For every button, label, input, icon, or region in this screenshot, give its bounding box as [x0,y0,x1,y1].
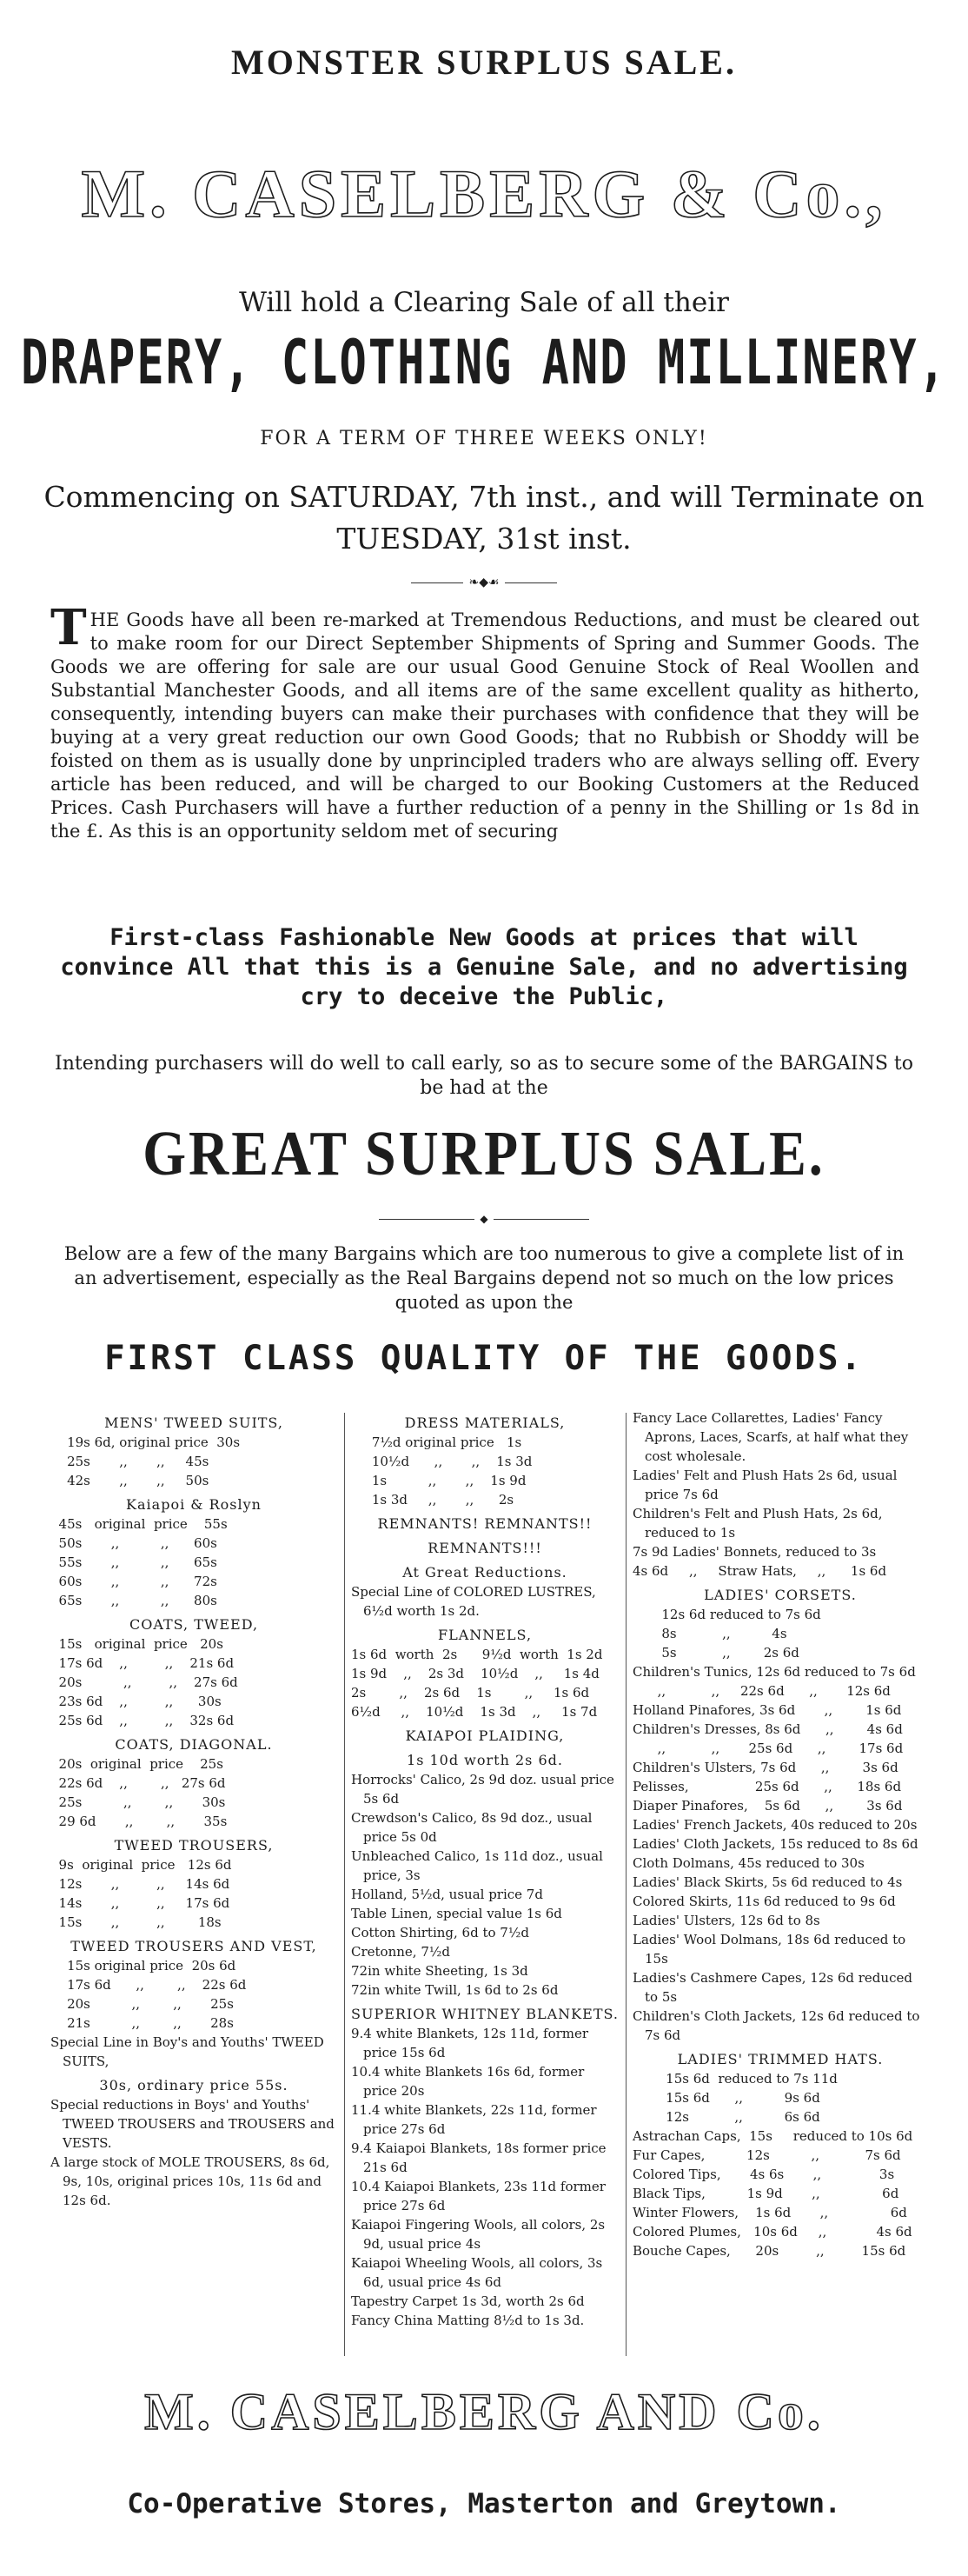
listing-heading: LADIES' CORSETS. [704,1587,857,1603]
listing-line: Ladies's Cashmere Capes, 12s 6d reduced to 5s [633,1970,912,2005]
listing-line: Cotton Shirting, 6d to 7½d [351,1925,529,1940]
listing-line: 20s ,, ,, 27s 6d [50,1674,238,1690]
listing-heading: SUPERIOR WHITNEY BLANKETS. [351,2006,619,2022]
listing-line: 9.4 white Blankets, 12s 11d, former price 15s 6d [351,2026,589,2060]
listing-line: 15s 6d reduced to 7s 11d [633,2071,838,2087]
listing-line: 8s ,, 4s [633,1626,787,1641]
listing-heading: 30s, ordinary price 55s. [99,2077,288,2093]
listing-line: Winter Flowers, 1s 6d ,, 6d [633,2205,907,2220]
listing-line: Tapestry Carpet 1s 3d, worth 2s 6d [351,2293,585,2309]
listing-line: 12s 6d reduced to 7s 6d [633,1607,821,1622]
will-hold-line: Will hold a Clearing Sale of all their [239,287,729,318]
listing-heading: KAIAPOI PLAIDING, [405,1727,565,1744]
listing-line: Children's Ulsters, 7s 6d ,, 3s 6d [633,1760,898,1775]
listing-line: 9s original price 12s 6d [50,1857,232,1873]
listing-line: 10.4 Kaiapoi Blankets, 23s 11d former price 27s 6d [351,2179,606,2213]
listing-line: 15s ,, ,, 18s [50,1914,222,1930]
listing-line: Ladies' Black Skirts, 5s 6d reduced to 4s [633,1874,903,1890]
listing-line: 19s 6d, original price 30s [50,1434,241,1450]
listing-line: 45s original price 55s [50,1516,228,1532]
listing-line: Fur Capes, 12s ,, 7s 6d [633,2147,901,2163]
listing-line: Fancy China Matting 8½d to 1s 3d. [351,2313,585,2328]
listing-line: Holland Pinafores, 3s 6d ,, 1s 6d [633,1702,902,1718]
listing-line: Diaper Pinafores, 5s 6d ,, 3s 6d [633,1798,903,1814]
intro-paragraph: THE Goods have all been re-marked at Tremendous Reductions, and must be cleared out to make room for our Direct September Shipments of Spring and Summer Goods. The Goods we are offering for sale are our usual Good Genuine Stock of Real Woollen and Substantial Manchester Goods, and all items are of the same excellent quality as hitherto, consequently, intending buyers can make their purchases with confidence that they will be buying at a very great reduction our own Good Goods; that no Rubbish or Shoddy will be foisted on them as is usually done by unprincipled traders who are always selling off. Every article has been reduced, and will be charged to our Booking Customers at the Reduced Prices. Cash Purchasers will have a further reduction of a penny in the Shilling or 1s 8d in the £. As this is an opportunity seldom met of securing [50,599,919,842]
listing-line: 6½d ,, 10½d 1s 3d ,, 1s 7d [351,1704,598,1720]
listing-line: 17s 6d ,, ,, 21s 6d [50,1655,235,1671]
listing-line: 14s ,, ,, 17s 6d [50,1895,230,1911]
listing-line: 11.4 white Blankets, 22s 11d, former price 27s 6d [351,2102,597,2137]
term-line: FOR A TERM OF THREE WEEKS ONLY! [260,428,708,449]
listing-line: 20s original price 25s [50,1756,223,1772]
column-mens-clothing [50,1408,337,2210]
listing-heading: FLANNELS, [437,1627,533,1643]
listing-line: Black Tips, 1s 9d ,, 6d [633,2186,899,2201]
listing-line: Unbleached Calico, 1s 11d doz., usual price, 3s [351,1848,603,1883]
column-divider-1 [344,1413,345,2356]
listing-line: Bouche Capes, 20s ,, 15s 6d [633,2243,906,2259]
below-paragraph: Below are a few of the many Bargains which are too numerous to give a complete list of in an advertisement, especially as the Real Bargains depend not so much on the low prices quoted as upon the [63,1243,905,1313]
footer-stores: Co-Operative Stores, Masterton and Greytown. [127,2488,841,2519]
listing-line: Children's Tunics, 12s 6d reduced to 7s 6d [633,1664,916,1680]
listing-heading: REMNANTS!!! [428,1540,542,1556]
listing-line: Astrachan Caps, 15s reduced to 10s 6d [633,2128,913,2144]
listing-line: 22s 6d ,, ,, 27s 6d [50,1775,226,1791]
ornament-divider: ❧◆☙ [0,576,968,589]
listing-line: 25s ,, ,, 45s [50,1454,209,1469]
great-sale-heading: GREAT SURPLUS SALE. [143,1117,825,1189]
listing-line: 7½d original price 1s [351,1434,522,1450]
listing-line: Colored Skirts, 11s 6d reduced to 9s 6d [633,1894,896,1909]
listing-heading: REMNANTS! REMNANTS!! [377,1515,593,1532]
listing-line: 12s ,, ,, 14s 6d [50,1876,230,1892]
dates-line: Commencing on SATURDAY, 7th inst., and will Terminate on TUESDAY, 31st inst. [43,480,925,556]
call-early-line: Intending purchasers will do well to call early, so as to secure some of the BARGAINS to be had at the [55,1053,913,1099]
listing-line: Table Linen, special value 1s 6d [351,1906,562,1921]
listing-line: ,, ,, 25s 6d ,, 17s 6d [633,1741,904,1756]
column-divider-2 [626,1413,627,2356]
listing-line: 72in white Twill, 1s 6d to 2s 6d [351,1982,559,1998]
listing-heading: 1s 10d worth 2s 6d. [407,1752,563,1768]
goods-line: DRAPERY, CLOTHING AND MILLINERY, [21,328,947,399]
listing-line: A large stock of MOLE TROUSERS, 8s 6d, 9s, 10s, original prices 10s, 11s 6d and 12s 6d. [50,2154,330,2208]
listing-line: 23s 6d ,, ,, 30s [50,1694,222,1709]
listing-heading: MENS' TWEED SUITS, [104,1414,283,1431]
listing-line: Ladies' Wool Dolmans, 18s 6d reduced to 15s [633,1932,906,1967]
listing-line: Children's Felt and Plush Hats, 2s 6d, reduced to 1s [633,1506,883,1541]
listing-line: 72in white Sheeting, 1s 3d [351,1963,528,1979]
listing-line: 1s ,, ,, 1s 9d [351,1473,527,1488]
listing-line: 21s ,, ,, 28s [50,2015,234,2031]
quality-banner: FIRST CLASS QUALITY OF THE GOODS. [104,1339,864,1378]
bold-claim: First-class Fashionable New Goods at prices that will convince All that this is a Genuine Sale, and no advertising cry to deceive the Public, [60,924,908,1010]
listing-line: 29 6d ,, ,, 35s [50,1814,228,1829]
listing-line: 20s ,, ,, 25s [50,1996,234,2012]
listing-heading: COATS, DIAGONAL. [115,1736,273,1753]
listing-line: Colored Tips, 4s 6s ,, 3s [633,2167,895,2182]
listing-line: 15s 6d ,, 9s 6d [633,2090,820,2106]
listing-line: 12s ,, 6s 6d [633,2109,820,2125]
listing-line: 5s ,, 2s 6d [633,1645,799,1661]
listing-line: Fancy Lace Collarettes, Ladies' Fancy Aprons, Laces, Scarfs, at half what they cost wholesale. [633,1410,909,1464]
ornament-divider-2: ◆ [0,1213,968,1225]
listing-heading: At Great Reductions. [402,1564,567,1581]
listing-line: 2s ,, 2s 6d 1s ,, 1s 6d [351,1685,590,1701]
listing-line: ,, ,, 22s 6d ,, 12s 6d [633,1683,891,1699]
listing-line: Special Line in Boy's and Youths' TWEED SUITS, [50,2034,324,2069]
listing-line: 1s 6d worth 2s 9½d worth 1s 2d [351,1647,603,1662]
listing-line: Children's Dresses, 8s 6d ,, 4s 6d [633,1721,903,1737]
listing-line: 15s original price 20s 6d [50,1958,236,1974]
listing-line: 25s 6d ,, ,, 32s 6d [50,1713,235,1728]
listing-line: Kaiapoi Fingering Wools, all colors, 2s 9d, usual price 4s [351,2217,606,2252]
listing-line: Cretonne, 7½d [351,1944,451,1960]
footer-company: M. CASELBERG AND Co. [144,2383,824,2440]
listing-line: Crewdson's Calico, 8s 9d doz., usual price 5s 0d [351,1810,593,1845]
listing-line: Ladies' Cloth Jackets, 15s reduced to 8s 6d [633,1836,918,1852]
listing-heading: LADIES' TRIMMED HATS. [677,2051,884,2067]
listing-line: 65s ,, ,, 80s [50,1593,217,1608]
company-heading: M. CASELBERG & Co., [81,156,887,231]
listing-line: 25s ,, ,, 30s [50,1794,226,1810]
column-ladies-goods [633,1408,928,2260]
listing-line: Colored Plumes, 10s 6d ,, 4s 6d [633,2224,912,2240]
listing-line: 50s ,, ,, 60s [50,1535,217,1551]
listing-line: 7s 9d Ladies' Bonnets, reduced to 3s [633,1544,877,1560]
listing-line: Special reductions in Boys' and Youths' TWEED TROUSERS and TROUSERS and VESTS. [50,2097,335,2151]
listing-line: 1s 3d ,, ,, 2s [351,1492,514,1508]
listing-line: 42s ,, ,, 50s [50,1473,209,1488]
listing-line: Kaiapoi Wheeling Wools, all colors, 3s 6d, usual price 4s 6d [351,2255,603,2290]
listing-line: 60s ,, ,, 72s [50,1574,217,1589]
listing-heading: Kaiapoi & Roslyn [126,1496,262,1513]
listing-line: 1s 9d ,, 2s 3d 10½d ,, 1s 4d [351,1666,600,1681]
listing-heading: TWEED TROUSERS, [114,1837,274,1854]
sale-title: MONSTER SURPLUS SALE. [230,43,737,82]
listing-line: 10½d ,, ,, 1s 3d [351,1454,533,1469]
listing-line: 15s original price 20s [50,1636,223,1652]
listing-heading: DRESS MATERIALS, [404,1414,566,1431]
listing-line: Cloth Dolmans, 45s reduced to 30s [633,1855,865,1871]
listing-heading: TWEED TROUSERS AND VEST, [70,1938,317,1954]
listing-line: Ladies' Felt and Plush Hats 2s 6d, usual price 7s 6d [633,1468,898,1502]
column-dress-materials [351,1408,619,2330]
listing-heading: COATS, TWEED, [129,1616,259,1633]
listing-line: Children's Cloth Jackets, 12s 6d reduced to 7s 6d [633,2008,920,2043]
listing-line: 55s ,, ,, 65s [50,1554,217,1570]
listing-line: 9.4 Kaiapoi Blankets, 18s former price 21s 6d [351,2140,607,2175]
listing-line: 4s 6d ,, Straw Hats, ,, 1s 6d [633,1563,887,1579]
listing-line: Holland, 5½d, usual price 7d [351,1887,543,1902]
listing-line: 17s 6d ,, ,, 22s 6d [50,1977,247,1993]
listing-line: Horrocks' Calico, 2s 9d doz. usual price 5s 6d [351,1772,614,1807]
listing-line: Ladies' Ulsters, 12s 6d to 8s [633,1913,820,1928]
listing-line: Special Line of COLORED LUSTRES, 6½d worth 1s 2d. [351,1584,596,1619]
listing-line: 10.4 white Blankets 16s 6d, former price 20s [351,2064,585,2099]
listing-line: Pelisses, 25s 6d ,, 18s 6d [633,1779,902,1794]
listing-line: Ladies' French Jackets, 40s reduced to 20s [633,1817,918,1833]
